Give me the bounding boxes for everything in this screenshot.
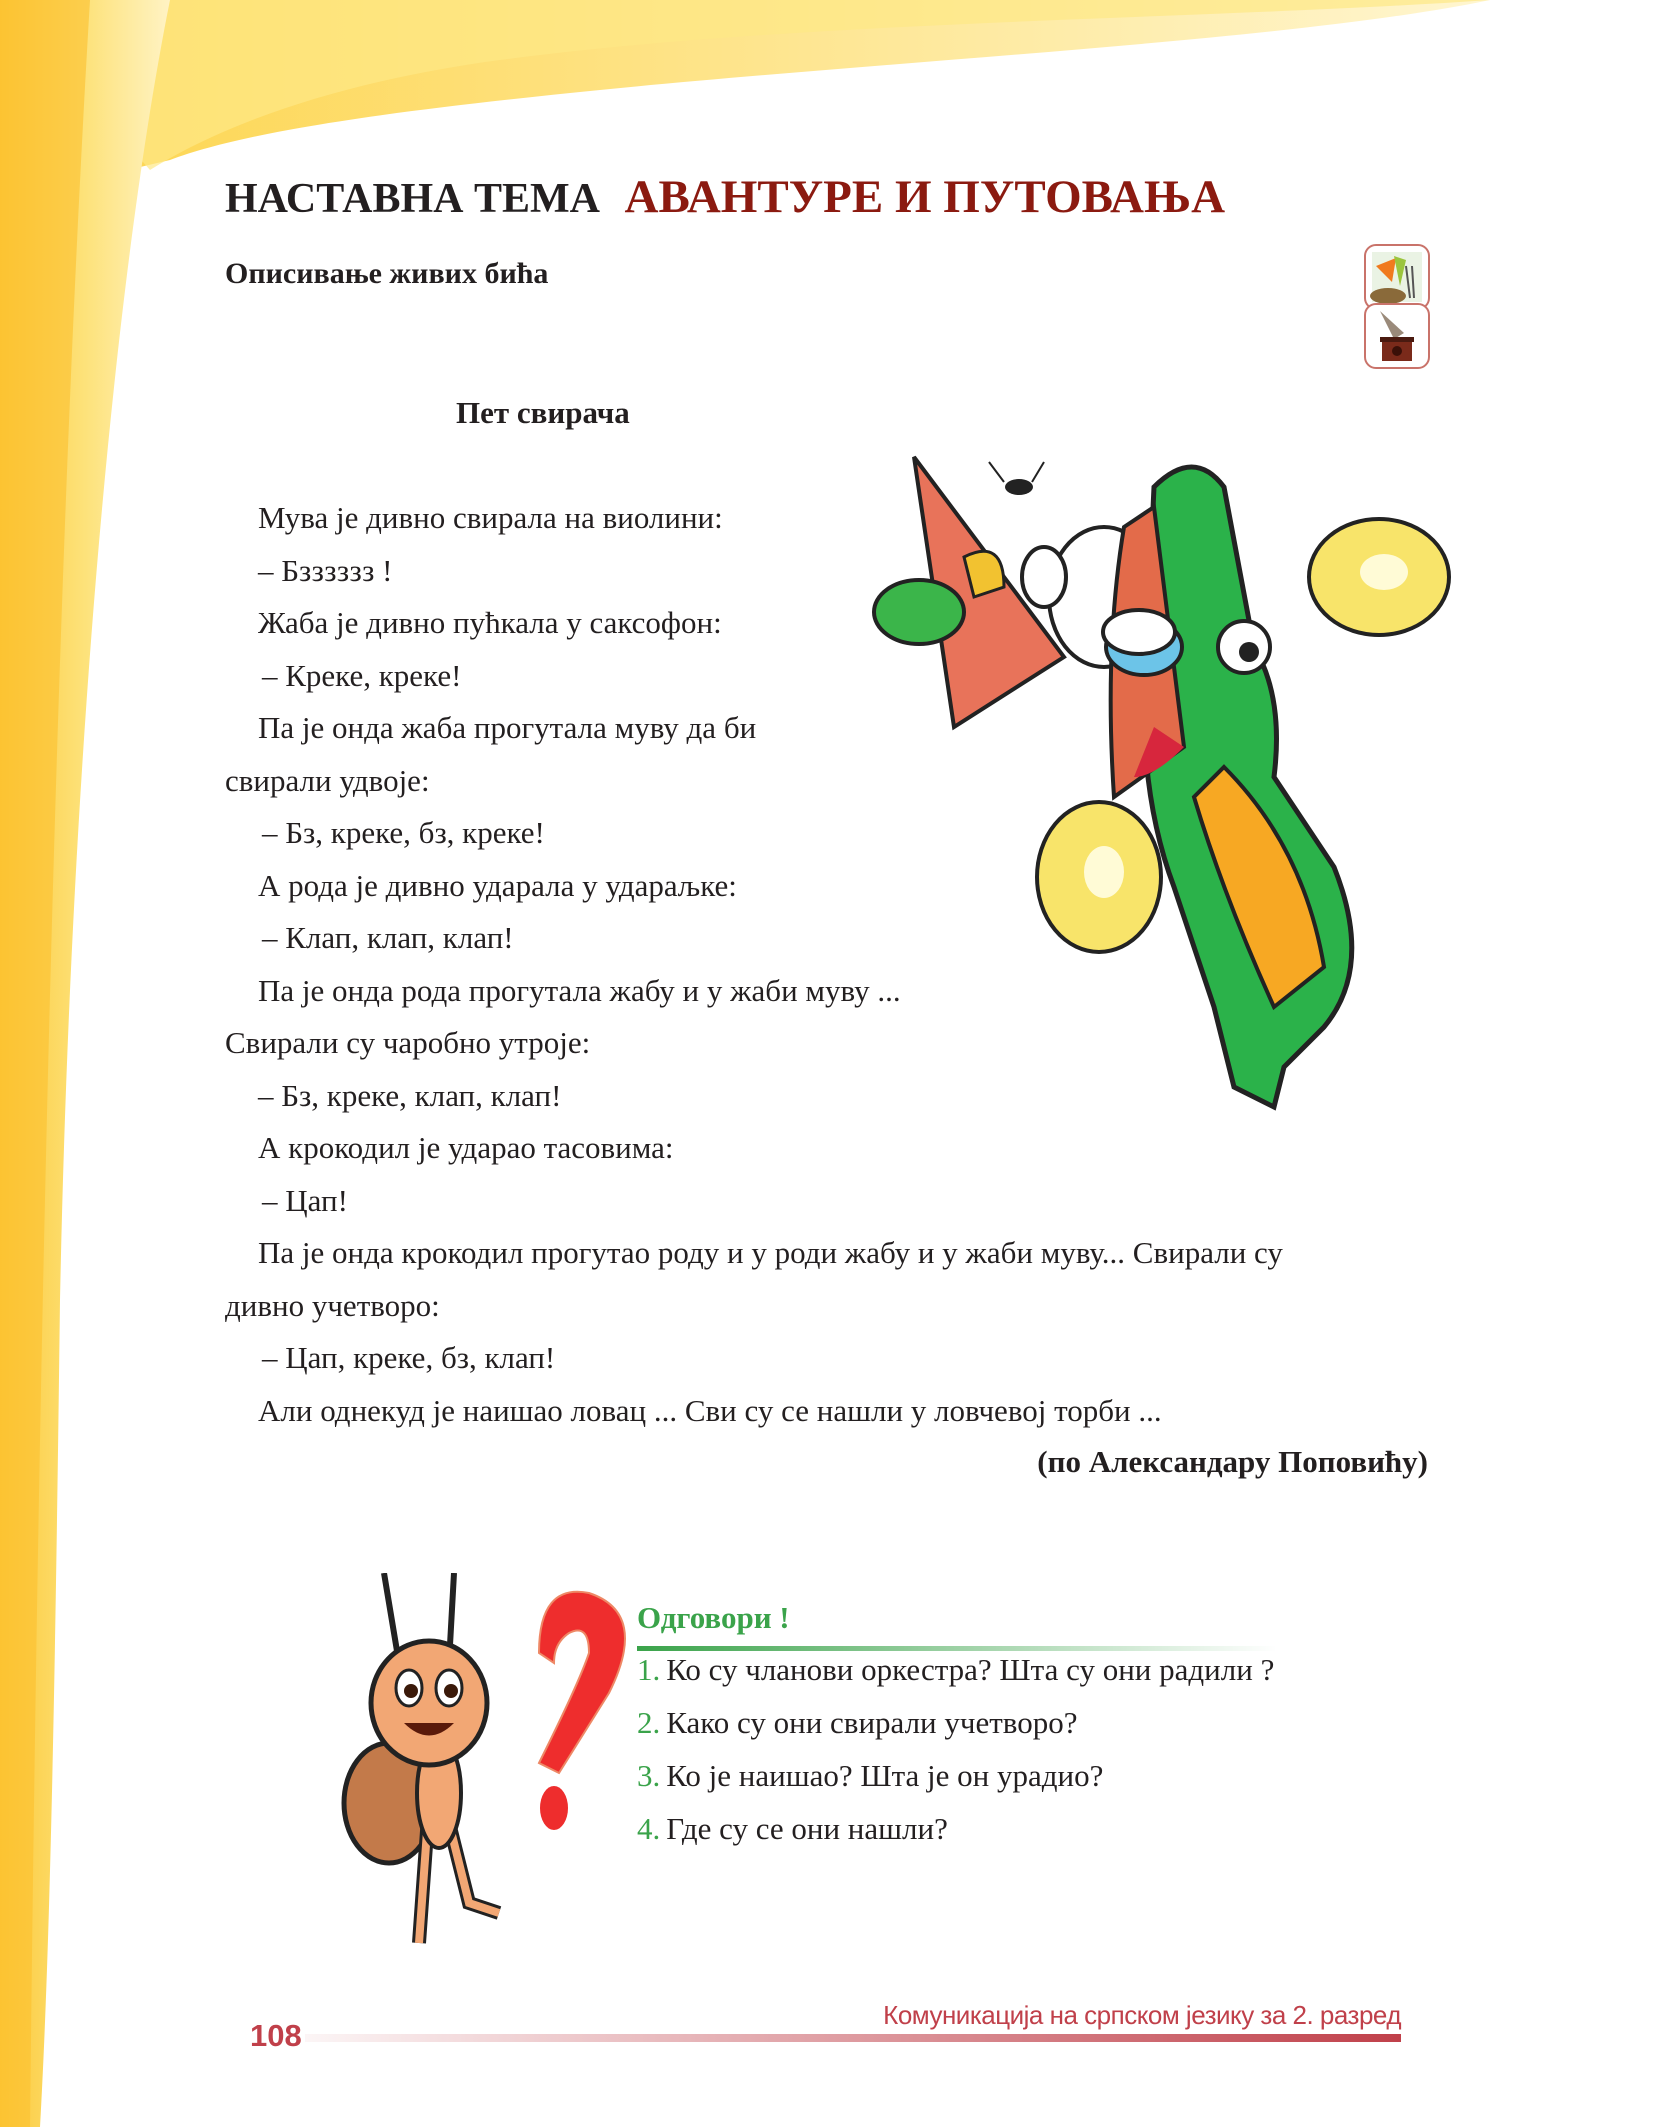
poem-title: Пет свирача [456, 395, 630, 430]
poem-line: Мува је дивно свирала на виолини: [258, 500, 723, 535]
question-number: 1. [637, 1652, 661, 1687]
poem-line: – Цап, креке, бз, клап! [262, 1340, 556, 1375]
drum-icon [1103, 610, 1182, 675]
question-mark-icon [539, 1592, 625, 1773]
poem-line: – Бзззззз ! [258, 552, 393, 588]
page-number: 108 [250, 2018, 302, 2053]
poem-line: – Бз, креке, клап, клап! [258, 1077, 562, 1113]
poem-line: Али однекуд је наишао ловац ... Сви су се нашли у ловчевој торби ... [258, 1392, 1162, 1428]
footer-divider [305, 2034, 1401, 2042]
poem-line: А крокодил је ударао тасовима: [258, 1130, 674, 1165]
question-item [637, 1652, 1274, 1688]
art-picture-icon[interactable] [1364, 244, 1430, 310]
question-text: Ко је наишао? Шта је он урадио? [666, 1758, 1104, 1793]
ant-with-question-mark-illustration [339, 1573, 629, 1958]
poem-line: Свирали су чаробно утроје: [225, 1025, 591, 1060]
question-text: Како су они свирали учетворо? [666, 1705, 1078, 1740]
orchestra-illustration [854, 447, 1504, 1117]
question-item [637, 1811, 948, 1847]
poem-line: Па је онда рода прогутала жабу и у жаби муву ... [258, 972, 901, 1008]
poem-line: – Цап! [262, 1182, 348, 1218]
poem-author: (по Александару Поповићу) [1037, 1444, 1428, 1479]
section-subtitle: Описивање живих бића [225, 257, 549, 290]
title-label: НАСТАВНА ТЕМА [225, 176, 601, 222]
question-item [637, 1758, 1103, 1794]
theme-title: АВАНТУРЕ И ПУТОВАЊА [624, 171, 1226, 223]
poem-line: Жаба је дивно пућкала у саксофон: [258, 605, 722, 640]
question-number: 3. [637, 1758, 661, 1793]
answer-divider [637, 1646, 1277, 1651]
poem-line: – Клап, клап, клап! [262, 920, 514, 955]
question-item [637, 1705, 1077, 1741]
poem-line: – Бз, креке, бз, креке! [262, 815, 545, 850]
question-number: 2. [637, 1705, 661, 1740]
poem-line: – Креке, креке! [262, 657, 462, 693]
poem-line: дивно учетворо: [225, 1287, 440, 1323]
poem-line: свирали удвоје: [225, 762, 430, 798]
question-number: 4. [637, 1811, 661, 1846]
question-text: Где су се они нашли? [666, 1811, 948, 1846]
fly-icon [989, 462, 1044, 495]
poem-line: А рода је дивно ударала у удараљке: [258, 867, 737, 903]
question-text: Ко су чланови оркестра? Шта су они радили ? [666, 1652, 1275, 1687]
page-title [225, 170, 1225, 224]
answer-heading: Одговори ! [637, 1600, 790, 1635]
book-title: Комуникација на српском језику за 2. разред [883, 2000, 1401, 2030]
gramophone-icon[interactable] [1364, 303, 1430, 369]
poem-line: Па је онда жаба прогутала муву да би [258, 710, 757, 745]
poem-line: Па је онда крокодил прогутао роду и у роди жабу и у жаби муву... Свирали су [258, 1235, 1283, 1270]
